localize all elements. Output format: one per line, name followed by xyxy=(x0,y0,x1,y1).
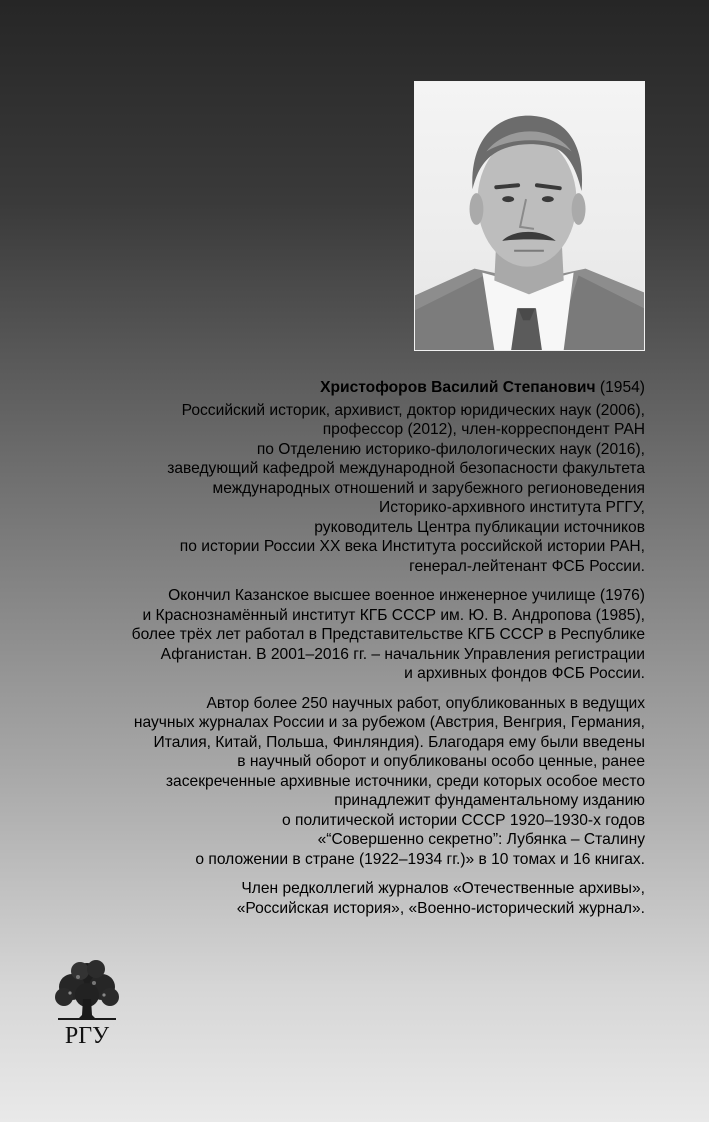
bio-line: более трёх лет работал в Представительстве КГБ СССР в Республике xyxy=(131,626,645,643)
bio-line: по истории России XX века Института российской истории РАН, xyxy=(179,538,645,555)
bio-paragraph-education xyxy=(62,586,645,684)
bio-line: Историко-архивного института РГГУ, xyxy=(379,499,645,516)
bio-paragraph-works xyxy=(62,694,645,870)
bio-line: принадлежит фундаментальному изданию xyxy=(334,792,645,809)
bio-line: генерал-лейтенант ФСБ России. xyxy=(409,557,645,575)
author-bio xyxy=(62,378,645,928)
bio-line: научных журналах России и за рубежом (Австрия, Венгрия, Германия, xyxy=(133,714,645,731)
bio-line: руководитель Центра публикации источников xyxy=(314,518,645,536)
bio-line: Автор более 250 научных работ, опубликованных в ведущих xyxy=(206,694,645,712)
bio-line: Италия, Китай, Польша, Финляндия). Благодаря ему были введены xyxy=(153,733,645,751)
bio-line: Член редколлегий журналов «Отечественные архивы», xyxy=(241,880,645,897)
bio-line: «“Совершенно секретно”: Лубянка – Сталину xyxy=(317,831,645,848)
author-years: (1954) xyxy=(599,379,645,396)
author-heading xyxy=(62,378,645,398)
bio-line: в научный оборот и опубликованы особо ценные, ранее xyxy=(237,753,645,770)
bio-paragraph-position xyxy=(62,401,645,577)
bio-line: и архивных фондов ФСБ России. xyxy=(404,665,645,682)
bio-line: засекреченные архивные источники, среди которых особое место xyxy=(165,772,645,790)
bio-line: международных отношений и зарубежного регионоведения xyxy=(212,479,645,497)
bio-line: о политической истории СССР 1920–1930-х годов xyxy=(282,811,645,829)
bio-line: Российский историк, архивист, доктор юридических наук (2006), xyxy=(181,401,645,419)
bio-line: Афганистан. В 2001–2016 гг. – начальник Управления регистрации xyxy=(160,645,645,663)
author-photo xyxy=(414,81,645,351)
rggu-oak-tree-logo-icon xyxy=(50,955,124,1051)
publisher-logo xyxy=(50,955,124,1051)
bio-line: заведующий кафедрой международной безопасности факультета xyxy=(167,460,645,477)
bio-line: Окончил Казанское высшее военное инженерное училище (1976) xyxy=(168,587,645,604)
bio-line: профессор (2012), член-корреспондент РАН xyxy=(322,421,645,438)
bio-paragraph-editorial xyxy=(62,879,645,918)
bio-line: и Краснознамённый институт КГБ СССР им. Ю. В. Андропова (1985), xyxy=(142,606,645,624)
bio-line: о положении в стране (1922–1934 гг.)» в 10 томах и 16 книгах. xyxy=(195,850,645,868)
bio-line: «Российская история», «Военно-исторический журнал». xyxy=(236,899,645,917)
author-name: Христофоров Василий Степанович xyxy=(320,379,596,396)
bio-line: по Отделению историко-филологических наук (2016), xyxy=(256,440,645,458)
logo-monogram: РГУ xyxy=(64,1023,110,1049)
author-portrait-icon xyxy=(415,82,644,350)
